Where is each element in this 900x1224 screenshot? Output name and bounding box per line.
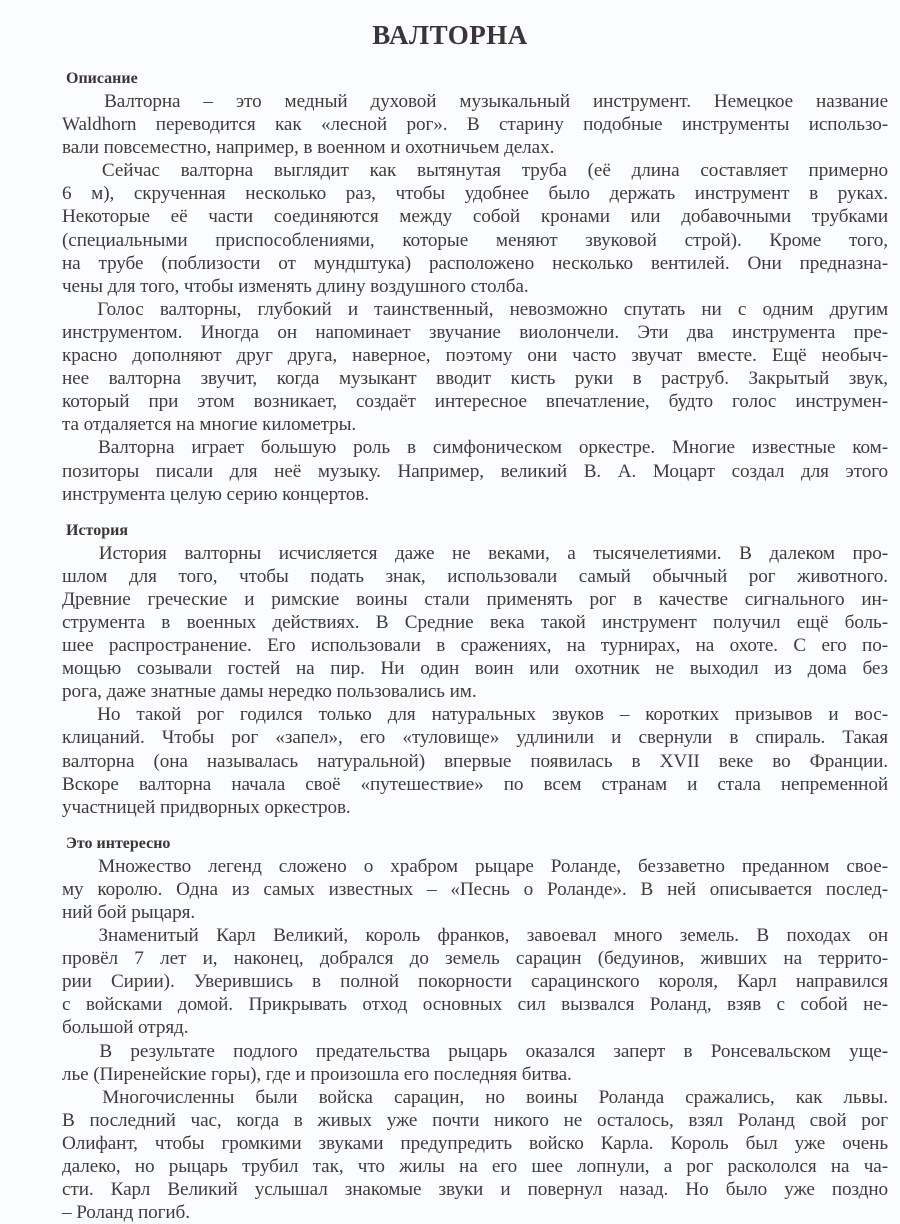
text-line: участницей придворных оркестров. (62, 796, 351, 818)
paragraph (62, 1086, 888, 1224)
text-line: клицаний. Чтобы рог «запел», его «туловище» удлинили и свернули в спираль. Такая (62, 727, 888, 749)
section-description (62, 68, 888, 506)
text-line: позиторы писали для неё музыку. Например, великий В. А. Моцарт создал для этого (62, 460, 888, 482)
section-history (62, 520, 888, 819)
text-line: Но такой рог годился только для натуральных звуков – коротких призывов и вос- (62, 704, 888, 726)
text-line: с войсками домой. Прикрывать отход основных сил вызвался Роланд, взяв с собой не- (62, 994, 888, 1016)
paragraph (62, 298, 888, 437)
text-line: Сейчас валторна выглядит как вытянутая труба (её длина составляет примерно (62, 160, 888, 182)
text-line: ний бой рыцаря. (62, 902, 196, 923)
text-line: Древние греческие и римские воины стали применять рог в качестве сигнального ин- (62, 588, 888, 610)
text-line: шлом для того, чтобы подать знак, использовали самый обычный рог животного. (62, 565, 888, 587)
text-line: (специальными приспособлениями, которые меняют звуковой строй). Кроме того, (62, 229, 888, 251)
paragraph (62, 159, 888, 298)
text-line: Голос валторны, глубокий и таинственный, невозможно спутать ни с одним другим (62, 298, 888, 320)
text-line: шее распространение. Его использовали в сражениях, на турнирах, на охоте. С его по- (62, 635, 888, 657)
paragraph (62, 542, 888, 704)
text-line: та отдаляется на многие километры. (62, 414, 357, 436)
paragraph (62, 855, 888, 924)
text-line: большой отряд. (62, 1017, 189, 1039)
text-line: нее валторна звучит, когда музыкант вводит кисть руки в раструб. Закрытый звук, (62, 368, 888, 390)
text-line: инструмента целую серию концертов. (62, 483, 370, 505)
section-interesting (62, 833, 888, 1224)
text-line: инструментом. Иногда он напоминает звучание виолончели. Эти два инструмента пре- (62, 321, 888, 343)
text-line: Многочисленны были войска сарацин, но воины Роланда сражались, как львы. (62, 1086, 888, 1108)
text-line: Валторна – это медный духовой музыкальный инструмент. Немецкое название (62, 91, 888, 112)
text-line: чены для того, чтобы изменять длину воздушного столба. (62, 275, 529, 297)
text-line: Вскоре валторна начала своё «путешествие» по всем странам и стала непременной (62, 773, 888, 795)
paragraph (62, 436, 888, 505)
text-line: провёл 7 лет и, наконец, добрался до земель сарацин (бедуинов, живших на террито- (62, 948, 888, 970)
text-line: История валторны исчисляется даже не веками, а тысячелетиями. В далеком про- (62, 542, 888, 564)
text-line: мощью созывали гостей на пир. Ни один воин или охотник не выходил из дома без (62, 658, 888, 680)
text-line: Олифант, чтобы громкими звуками предупредить войско Карла. Король был уже очень (62, 1132, 888, 1154)
text-line: Валторна играет большую роль в симфоническом оркестре. Многие известные ком- (62, 437, 888, 459)
text-line: валторна (она называлась натуральной) впервые появилась в XVII веке во Франции. (62, 750, 888, 772)
paragraph (62, 90, 888, 159)
text-line: В последний час, когда в живых уже почти никого не осталось, взял Роланд свой рог (62, 1109, 888, 1131)
text-line: В результате подлого предательства рыцарь оказался заперт в Ронсевальском уще- (62, 1040, 888, 1062)
section-heading: Описание (66, 70, 138, 87)
section-heading: Это интересно (66, 834, 171, 852)
text-line: му королю. Одна из самых известных – «Песнь о Роланде». В ней описывается послед- (62, 878, 888, 900)
text-line: рога, даже знатные дамы нередко пользовались им. (62, 681, 477, 703)
text-line: – Роланд погиб. (62, 1202, 190, 1224)
text-line: вали повсеместно, например, в военном и охотничьем делах. (62, 137, 555, 159)
paragraph (62, 924, 888, 1039)
text-line: лье (Пиренейские горы), где и произошла его последняя битва. (62, 1063, 572, 1085)
text-line: рии Сирии). Уверившись в полной покорности сарацинского короля, Карл направился (62, 971, 888, 993)
text-line: на трубе (поблизости от мундштука) расположено несколько вентилей. Они предназна- (62, 252, 888, 274)
text-line: Waldhorn переводится как «лесной рог». В старину подобные инструменты использо- (62, 114, 888, 136)
text-line: сти. Карл Великий услышал знакомые звуки и повернул назад. Но было уже поздно (62, 1179, 888, 1201)
page-title: ВАЛТОРНА (372, 20, 528, 50)
text-line: далеко, но рыцарь трубил так, что жилы на его шее лопнули, а рог раскололся на ча- (62, 1156, 888, 1178)
text-line: красно дополняют друг друга, наверное, поэтому они часто звучат вместе. Ещё необыч- (62, 345, 888, 367)
text-line: который при этом возникает, создаёт интересное впечатление, будто голос инструмен- (62, 391, 888, 413)
paragraph (62, 703, 888, 818)
text-line: Знаменитый Карл Великий, король франков, завоевал много земель. В походах он (62, 925, 888, 947)
text-line: 6 м), скрученная несколько раз, чтобы удобнее было держать инструмент в руках. (62, 183, 888, 205)
text-line: Множество легенд сложено о храбром рыцаре Роланде, беззаветно преданном свое- (62, 855, 888, 877)
paragraph (62, 1040, 888, 1086)
text-line: струмента в военных действиях. В Средние века такой инструмент получил ещё боль- (62, 611, 888, 633)
section-heading: История (66, 521, 128, 539)
text-line: Некоторые её части соединяются между собой кронами или добавочными трубками (62, 206, 888, 228)
